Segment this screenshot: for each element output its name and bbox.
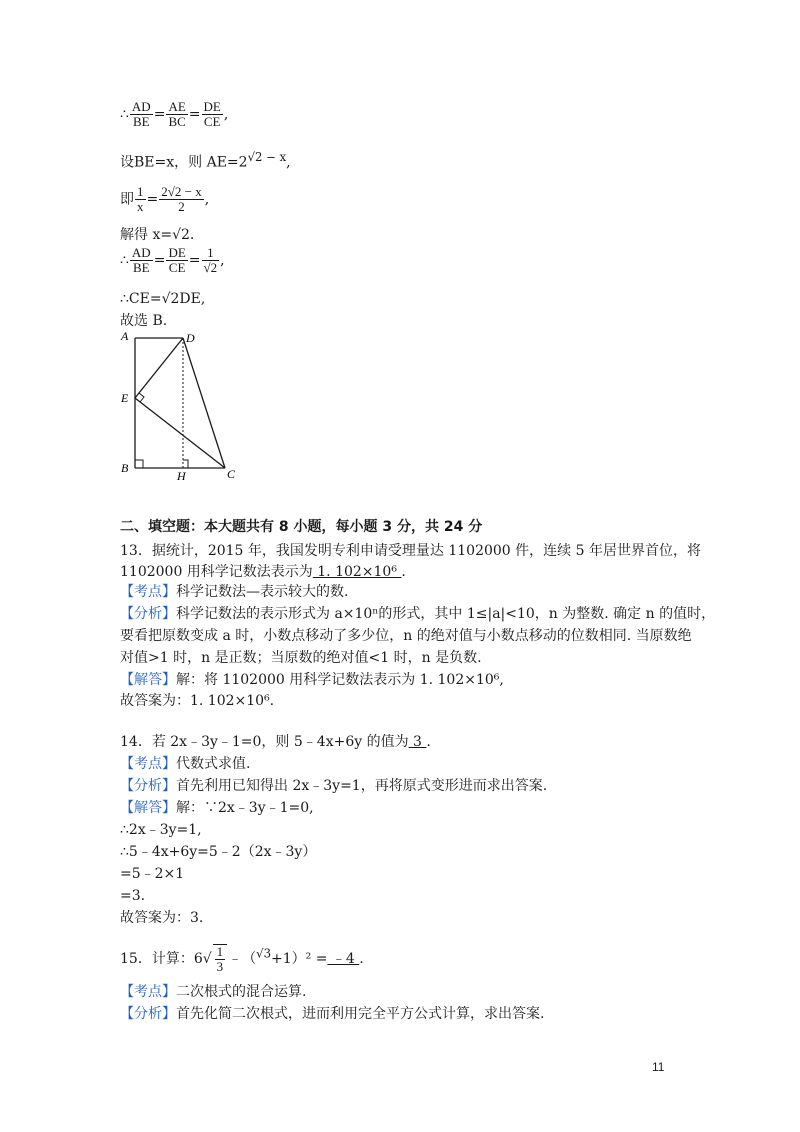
q14-kaodian: 【考点】代数式求值.	[120, 756, 251, 772]
q13-answer: 1. 102×10⁶	[312, 564, 402, 580]
q13-stem-line-1: 13．据统计，2015 年，我国发明专利申请受理量达 1102000 件，连续 5 年居世界首位，将	[120, 543, 701, 559]
segment-ed	[135, 338, 183, 398]
kaodian-tag: 【考点】	[120, 984, 176, 1000]
fraction: $\frac{DE}{CE}$	[168, 245, 186, 275]
jieda-tag: 【解答】	[120, 672, 176, 688]
q14-analysis: 【分析】首先利用已知得出 2x﹣3y=1，再将原式变形进而求出答案.	[120, 778, 548, 794]
root-expression: √2 − x	[247, 150, 287, 164]
q14-answer: 3	[408, 734, 427, 750]
side-dc	[183, 338, 225, 468]
q13-analysis-3: 对值>1 时，n 是正数；当原数的绝对值<1 时，n 是负数.	[120, 650, 482, 666]
kaodian-tag: 【考点】	[120, 584, 176, 600]
q13-kaodian: 【考点】科学记数法—表示较大的数.	[120, 584, 349, 600]
q14-step-3: =5﹣2×1	[120, 866, 185, 882]
solve-line: 解得 x=√2.	[120, 227, 195, 243]
q13-final: 故答案为：1. 102×10⁶.	[120, 693, 275, 709]
fenxi-tag: 【分析】	[120, 778, 176, 794]
set-variable-line: 设BE=x，则 $AE=2^{√2 - x}$,	[120, 150, 291, 171]
label-a: A	[121, 330, 129, 343]
q14-solution: 【解答】解：∵2x﹣3y﹣1=0,	[120, 800, 314, 816]
fenxi-tag: 【分析】	[120, 606, 176, 622]
q15-kaodian: 【考点】二次根式的混合运算.	[120, 984, 307, 1000]
right-angle-b	[135, 460, 143, 468]
q15-answer: ﹣4	[327, 951, 360, 967]
q14-final: 故答案为：3.	[120, 910, 204, 926]
therefore-symbol: ∴	[120, 106, 129, 123]
fraction: $\frac{1}{√2}$	[203, 245, 218, 275]
fraction: $\frac{DE}{CE}$	[203, 99, 221, 129]
q13-stem-line-2: 1102000 用科学记数法表示为 1. 102×10⁶ .	[120, 564, 406, 580]
q13-solution: 【解答】解：将 1102000 用科学记数法表示为 1. 102×10⁶,	[120, 672, 504, 688]
page-number: 11	[652, 1060, 665, 1074]
q15-stem: 15．计算：6√ $\frac{1}{3}$ ﹣（$^{√3}$+1）² = ﹣4 .	[120, 944, 364, 974]
q13-analysis-2: 要看把原数变成 a 时，小数点移动了多少位，n 的绝对值与小数点移动的位数相同. 当原数绝	[120, 628, 692, 644]
radical-sign: √	[202, 951, 212, 967]
fraction: $\frac{1}{x}$	[137, 184, 144, 214]
fraction: $\frac{2√2 - x}{2}$	[161, 184, 202, 214]
label-c: C	[227, 467, 236, 481]
fraction: $\frac{AE}{BC}$	[168, 99, 186, 129]
label-b: B	[121, 461, 129, 475]
fraction: $\frac{AD}{BE}$	[131, 99, 151, 129]
q13-analysis-1: 【分析】科学记数法的表示形式为 a×10ⁿ的形式，其中 1≤|a|<10，n 为整数. 确定 n 的值时，	[120, 606, 716, 622]
q14-step-2: ∴5﹣4x+6y=5﹣2（2x﹣3y）	[120, 844, 317, 860]
right-angle-h	[183, 460, 188, 468]
label-h: H	[177, 469, 186, 482]
q15-analysis: 【分析】首先化简二次根式，进而利用完全平方公式计算，求出答案.	[120, 1006, 545, 1022]
kaodian-tag: 【考点】	[120, 756, 176, 772]
segment-ec	[135, 398, 225, 468]
ratio-line-1: ∴ $\frac{AD}{BE}$ = $\frac{AE}{BC}$ = $\frac{DE}{CE}$ ,	[120, 99, 229, 129]
q14-stem: 14．若 2x﹣3y﹣1=0，则 5﹣4x+6y 的值为 3 .	[120, 734, 431, 750]
equation-line: 即 $\frac{1}{x}$ = $\frac{2√2 - x}{2}$ ,	[120, 184, 210, 214]
fenxi-tag: 【分析】	[120, 1006, 176, 1022]
q14-step-1: ∴2x﹣3y=1,	[120, 822, 202, 838]
right-angle-e	[139, 393, 144, 402]
ce-line: ∴CE=√2DE,	[120, 291, 206, 307]
choose-line: 故选 B.	[120, 313, 168, 329]
ratio-line-2: ∴ $\frac{AD}{BE}$ = $\frac{DE}{CE}$ = $\frac{1}{√2}$ ,	[120, 245, 225, 275]
label-d: D	[186, 331, 195, 345]
q14-step-4: =3.	[120, 888, 146, 904]
fraction: $\frac{1}{3}$	[213, 944, 228, 974]
root-expression: √3	[256, 946, 271, 961]
label-e: E	[121, 391, 129, 405]
jieda-tag: 【解答】	[120, 800, 176, 816]
section-title: 二、填空题：本大题共有 8 小题，每小题 3 分，共 24 分	[120, 519, 483, 535]
geometry-diagram	[115, 330, 245, 482]
fraction: $\frac{AD}{BE}$	[131, 245, 151, 275]
